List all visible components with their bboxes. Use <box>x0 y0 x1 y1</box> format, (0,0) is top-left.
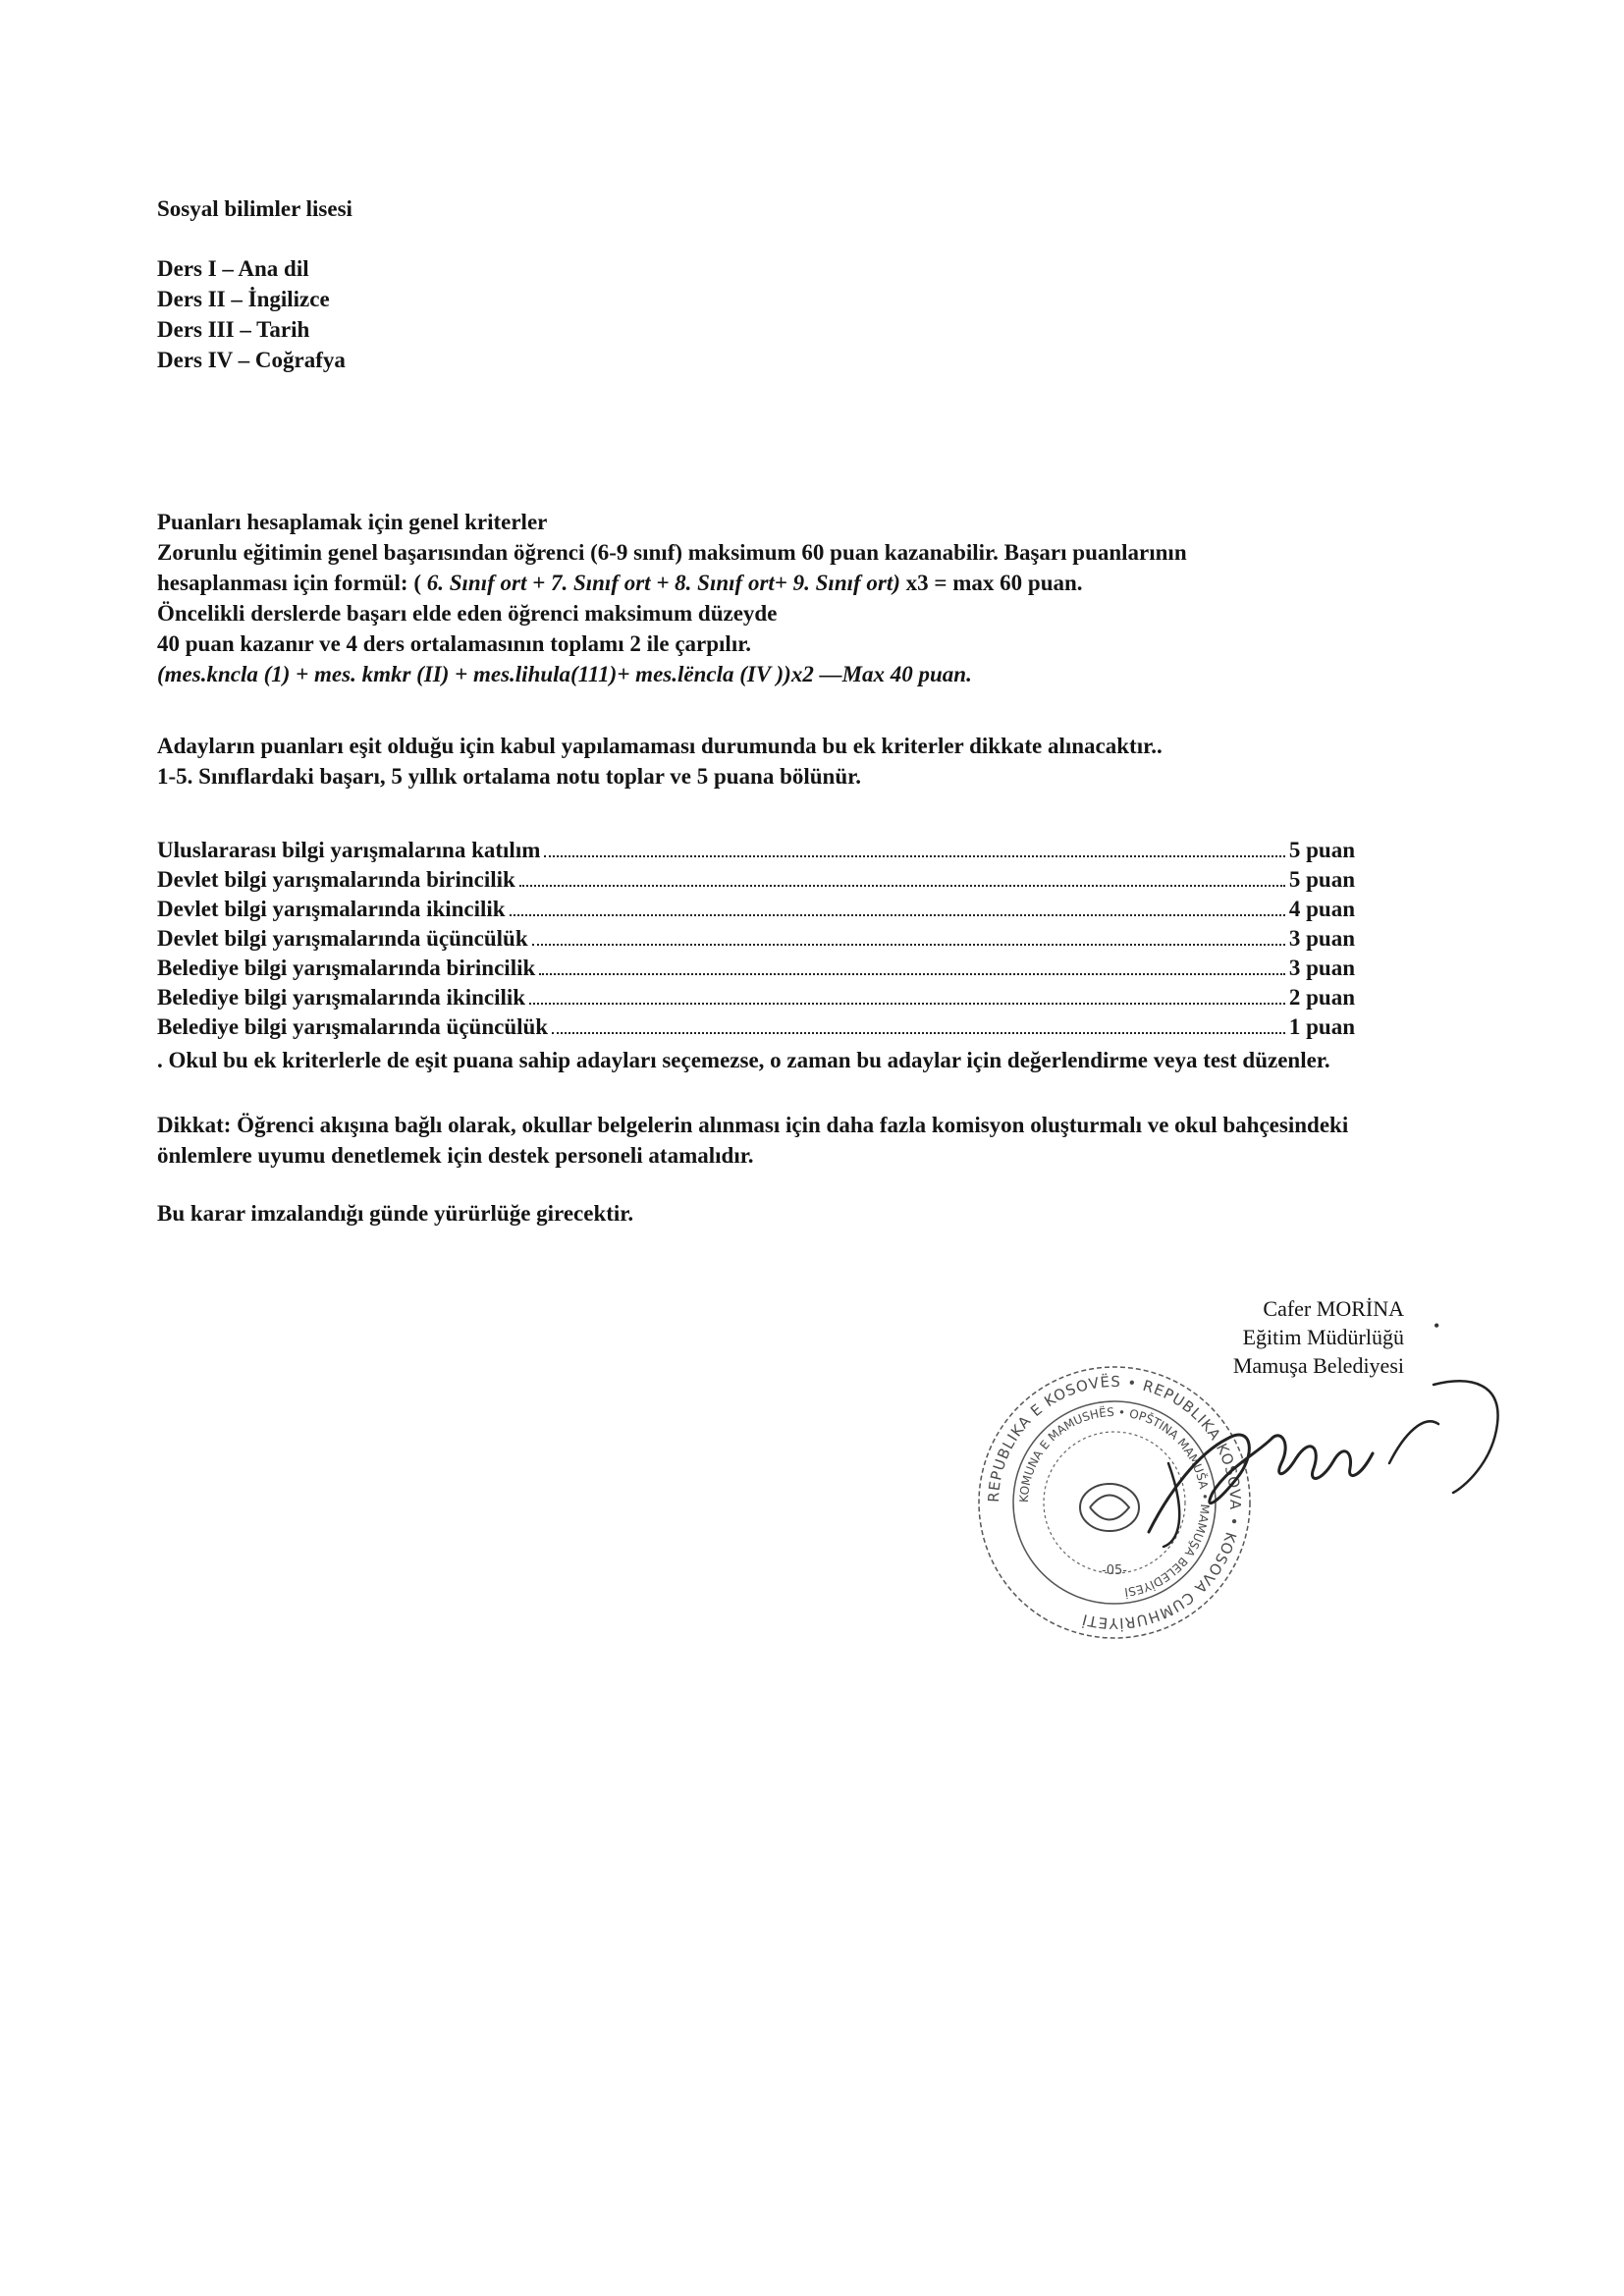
dot-leader <box>529 1003 1285 1005</box>
criteria-heading: Puanları hesaplamak için genel kriterler <box>157 510 548 534</box>
award-row <box>157 894 1355 923</box>
signatory-organization: Mamuşa Belediyesi <box>1232 1353 1404 1378</box>
subject-list <box>157 253 346 375</box>
svg-text:KOMUNA E MAMUSHËS • OPŠTINA MA: KOMUNA E MAMUSHËS • OPŠTINA MAMUŠA • MAMUŞA BELEDİYESİ <box>1016 1404 1213 1600</box>
subject-item: Ders III – Tarih <box>157 317 310 342</box>
subject-item: Ders IV – Coğrafya <box>157 348 346 372</box>
criteria-section <box>157 507 1492 689</box>
signatory-department: Eğitim Müdürlüğü <box>1242 1325 1404 1349</box>
award-points: 5 puan <box>1288 867 1355 892</box>
award-points: 3 puan <box>1288 926 1355 951</box>
school-title: Sosyal bilimler lisesi <box>157 196 352 221</box>
tie-break-section <box>157 731 1492 792</box>
award-label: Uluslararası bilgi yarışmalarına katılım <box>157 838 541 862</box>
effective-date-statement: Bu karar imzalandığı günde yürürlüğe girecektir. <box>157 1201 634 1226</box>
dot-leader <box>532 944 1285 946</box>
dot-leader <box>544 855 1285 857</box>
award-points: 2 puan <box>1288 985 1355 1010</box>
criteria-text: 40 puan kazanır ve 4 ders ortalamasının toplamı 2 ile çarpılır. <box>157 631 752 656</box>
svg-text:-05-: -05- <box>1102 1563 1127 1578</box>
award-label: Belediye bilgi yarışmalarında ikincilik <box>157 985 526 1010</box>
dot-leader <box>519 885 1285 887</box>
award-row <box>157 835 1355 864</box>
criteria-text: Öncelikli derslerde başarı elde eden öğrenci maksimum düzeyde <box>157 601 778 626</box>
award-label: Devlet bilgi yarışmalarında üçüncülük <box>157 926 528 951</box>
award-label: Devlet bilgi yarışmalarında ikincilik <box>157 897 506 921</box>
notice-text: önlemlere uyumu denetlemek için destek personeli atamalıdır. <box>157 1143 754 1168</box>
criteria-formula-line <box>157 568 1492 598</box>
awards-note: . Okul bu ek kriterlerle de eşit puana sahip adayları seçemezse, o zaman bu adaylar için değerlendirme veya test düzenler. <box>157 1048 1330 1072</box>
notice-text: Dikkat: Öğrenci akışına bağlı olarak, okullar belgelerin alınması için daha fazla komisyon oluşturmalı ve okul bahçesindeki <box>157 1113 1349 1137</box>
award-points: 4 puan <box>1288 897 1355 921</box>
award-points: 5 puan <box>1288 838 1355 862</box>
award-points: 1 puan <box>1288 1014 1355 1039</box>
formula: 6. Sınıf ort + 7. Sınıf ort + 8. Sınıf ort+ 9. Sınıf ort) <box>426 571 900 595</box>
award-row <box>157 923 1355 953</box>
dot-leader <box>539 973 1285 975</box>
subject-item: Ders I – Ana dil <box>157 256 309 281</box>
notice-section <box>157 1110 1492 1171</box>
formula: (mes.kncla (1) + mes. kmkr (II) + mes.lihula(111)+ mes.lëncla (IV ))x2 —Max 40 puan. <box>157 662 972 686</box>
awards-list <box>157 835 1355 1075</box>
svg-text:REPUBLIKA E KOSOVËS • REPUBLIK: REPUBLIKA E KOSOVËS • REPUBLIKA KOSOVA • KOSOVA CUMHURİYETİ <box>984 1372 1245 1633</box>
award-row <box>157 982 1355 1011</box>
criteria-text: x3 = max 60 puan. <box>899 571 1083 595</box>
dot-leader <box>510 914 1285 916</box>
criteria-text: hesaplanması için formül: ( <box>157 571 427 595</box>
award-label: Belediye bilgi yarışmalarında birincilik <box>157 956 536 980</box>
signatory-name: Cafer MORİNA <box>1263 1296 1404 1321</box>
dot-leader <box>552 1032 1285 1034</box>
award-row <box>157 864 1355 894</box>
criteria-text: Zorunlu eğitimin genel başarısından öğrenci (6-9 sınıf) maksimum 60 puan kazanabilir. Başarı puanlarının <box>157 540 1187 565</box>
award-label: Devlet bilgi yarışmalarında birincilik <box>157 867 515 892</box>
subject-item: Ders II – İngilizce <box>157 287 330 311</box>
tie-break-text: 1-5. Sınıflardaki başarı, 5 yıllık ortalama notu toplar ve 5 puana bölünür. <box>157 764 861 789</box>
award-label: Belediye bilgi yarışmalarında üçüncülük <box>157 1014 549 1039</box>
award-points: 3 puan <box>1288 956 1355 980</box>
pen-mark: • <box>1434 1316 1440 1336</box>
tie-break-text: Adayların puanları eşit olduğu için kabul yapılamaması durumunda bu ek kriterler dikkate alınacaktır.. <box>157 734 1163 758</box>
award-row <box>157 953 1355 982</box>
award-row <box>157 1011 1355 1041</box>
handwritten-signature <box>1110 1345 1542 1561</box>
